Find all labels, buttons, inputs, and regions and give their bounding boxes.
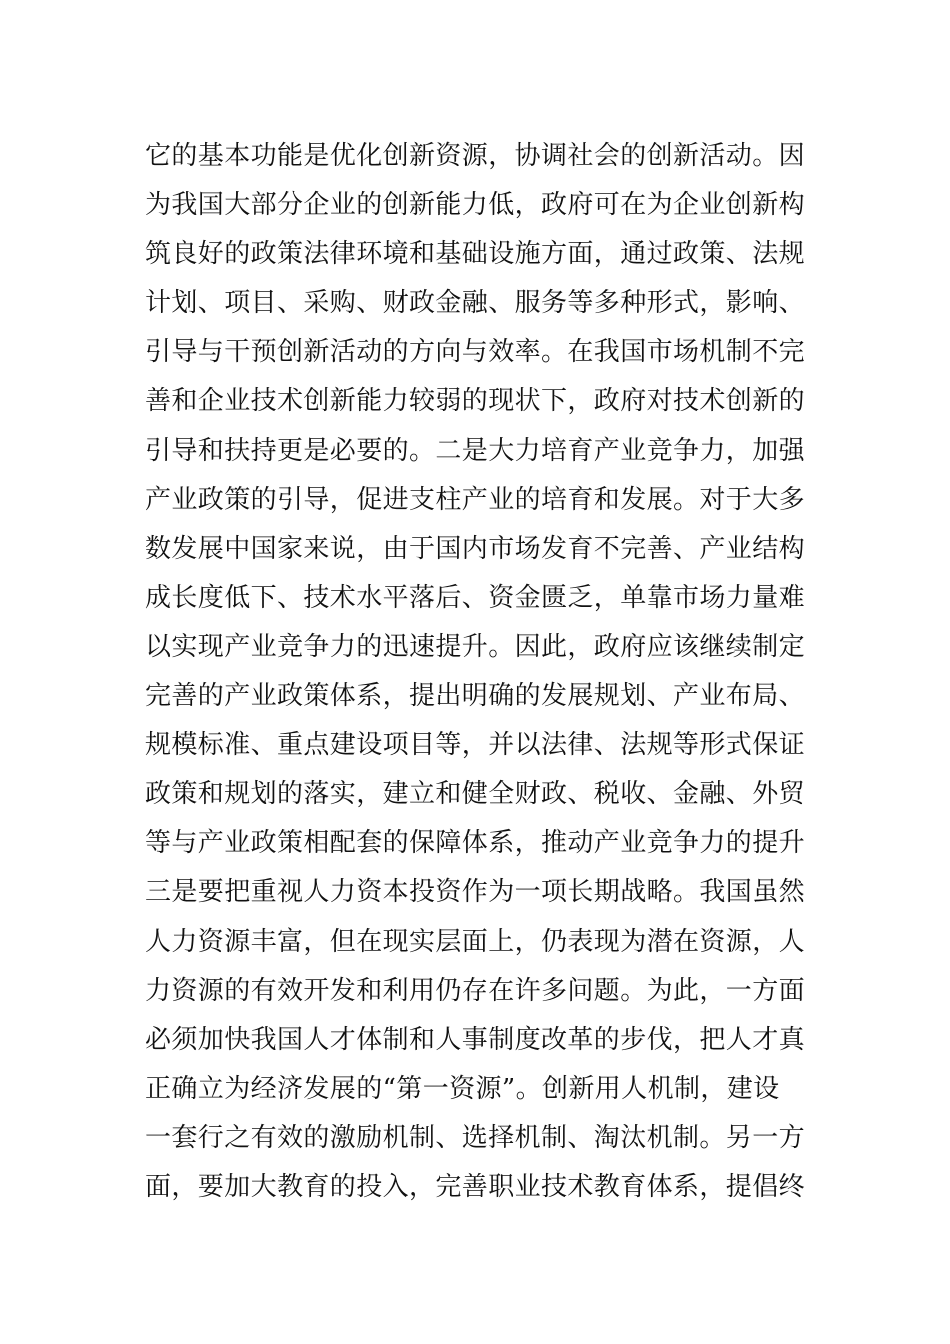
text-line-16: 三是要把重视人力资本投资作为一项长期战略。我国虽然 [145,877,806,908]
text-line-3: 筑良好的政策法律环境和基础设施方面，通过政策、法规 [145,239,806,270]
text-line-18: 力资源的有效开发和利用仍存在许多问题。为此，一方面 [145,975,806,1006]
text-line-13: 规模标准、重点建设项目等，并以法律、法规等形式保证 [145,730,806,761]
text-line-9: 数发展中国家来说，由于国内市场发育不完善、产业结构 [145,533,806,564]
text-line-10: 成长度低下、技术水平落后、资金匮乏，单靠市场力量难 [145,582,806,613]
text-line-15: 等与产业政策相配套的保障体系，推动产业竞争力的提升 [145,828,806,859]
text-line-17: 人力资源丰富，但在现实层面上，仍表现为潜在资源，人 [145,926,806,957]
text-line-22: 面，要加大教育的投入，完善职业技术教育体系，提倡终 [145,1171,806,1202]
text-line-7: 引导和扶持更是必要的。二是大力培育产业竞争力，加强 [145,435,806,466]
text-line-19: 必须加快我国人才体制和人事制度改革的步伐，把人才真 [145,1024,806,1055]
text-line-20: 正确立为经济发展的“第一资源”。创新用人机制，建设 [145,1073,780,1104]
text-line-5: 引导与干预创新活动的方向与效率。在我国市场机制不完 [145,337,806,368]
text-line-6: 善和企业技术创新能力较弱的现状下，政府对技术创新的 [145,386,806,417]
text-line-4: 计划、项目、采购、财政金融、服务等多种形式，影响、 [145,288,806,319]
text-line-1: 它的基本功能是优化创新资源，协调社会的创新活动。因 [145,141,806,171]
text-line-11: 以实现产业竞争力的迅速提升。因此，政府应该继续制定 [145,631,806,662]
text-line-21: 一套行之有效的激励机制、选择机制、淘汰机制。另一方 [145,1122,806,1153]
body-text [145,132,825,1212]
text-line-2: 为我国大部分企业的创新能力低，政府可在为企业创新构 [145,190,806,221]
text-line-8: 产业政策的引导，促进支柱产业的培育和发展。对于大多 [145,484,806,515]
text-line-12: 完善的产业政策体系，提出明确的发展规划、产业布局、 [145,681,806,712]
text-line-14: 政策和规划的落实，建立和健全财政、税收、金融、外贸 [145,779,806,810]
